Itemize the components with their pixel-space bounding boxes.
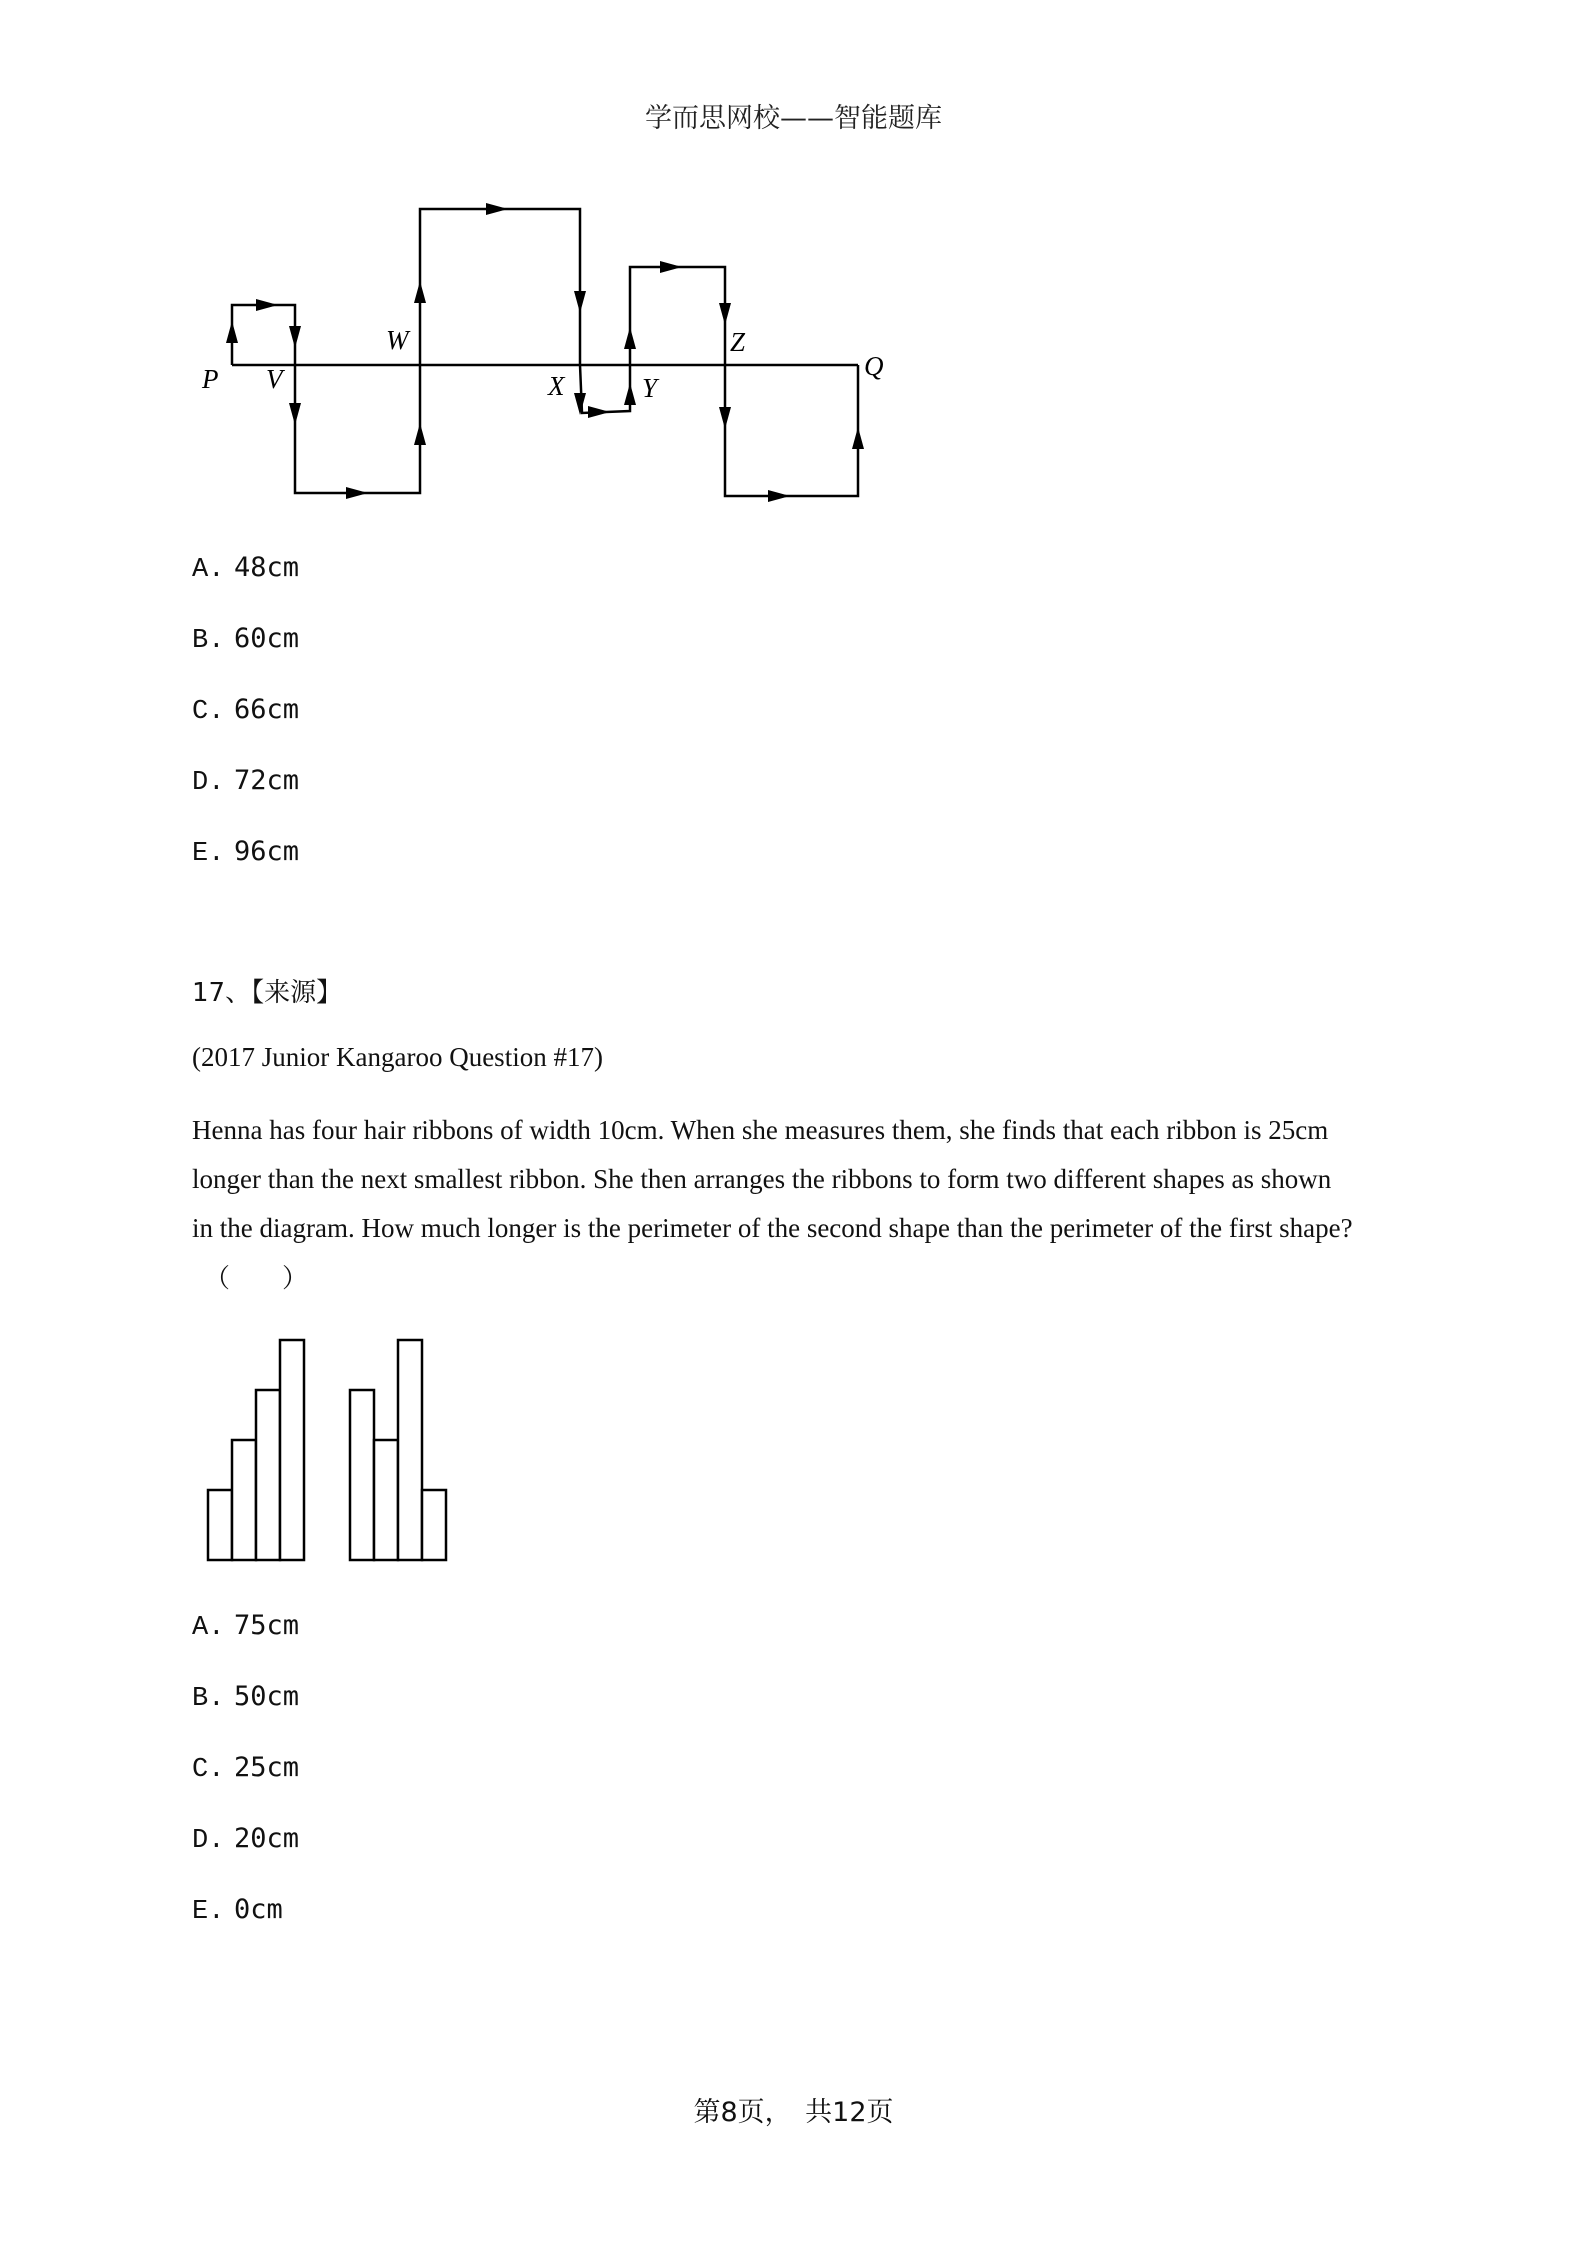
option-letter: B. <box>192 626 225 656</box>
label-p: P <box>202 364 219 394</box>
option-letter: B. <box>192 1684 225 1714</box>
ribbon-1c <box>256 1390 280 1560</box>
option-text: 50cm <box>234 1681 300 1712</box>
option-text: 66cm <box>234 694 300 725</box>
ribbon-2a <box>350 1390 374 1560</box>
q16-option-e[interactable] <box>192 836 299 869</box>
label-w: W <box>386 325 409 355</box>
q17-option-a[interactable] <box>192 1610 299 1643</box>
option-text: 96cm <box>234 836 300 867</box>
question-number: 17、【来源】 <box>192 978 343 1008</box>
path-diagram <box>190 185 910 519</box>
label-y: Y <box>642 373 658 403</box>
option-text: 75cm <box>234 1610 300 1641</box>
question-body <box>192 1106 1422 1253</box>
option-letter: E. <box>192 1897 225 1927</box>
question-line: longer than the next smallest ribbon. She then arranges the ribbons to form two different shapes as shown <box>192 1164 1332 1194</box>
ribbon-2c <box>398 1340 422 1560</box>
q17-option-e[interactable] <box>192 1894 283 1927</box>
q17-option-b[interactable] <box>192 1681 299 1714</box>
option-letter: C. <box>192 1755 225 1785</box>
option-text: 20cm <box>234 1823 300 1854</box>
question-line: Henna has four hair ribbons of width 10cm. When she measures them, she finds that each ribbon is 25cm <box>192 1115 1329 1145</box>
ribbon-2b <box>374 1440 398 1560</box>
option-letter: D. <box>192 1826 225 1856</box>
q17-option-c[interactable] <box>192 1752 299 1785</box>
option-letter: D. <box>192 768 225 798</box>
ribbon-1a <box>208 1490 232 1560</box>
label-z: Z <box>730 327 746 357</box>
option-text: 48cm <box>234 552 300 583</box>
page-header: 学而思网校——智能题库 <box>645 103 942 134</box>
option-text: 25cm <box>234 1752 300 1783</box>
ribbons-diagram <box>200 1328 480 1572</box>
question-line: in the diagram. How much longer is the perimeter of the second shape than the perimeter of the first shape? <box>192 1213 1353 1243</box>
page-footer: 第8页， 共12页 <box>693 2097 894 2128</box>
ribbon-1d <box>280 1340 304 1560</box>
ribbon-1b <box>232 1440 256 1560</box>
q16-option-c[interactable] <box>192 694 299 727</box>
q16-option-a[interactable] <box>192 552 299 585</box>
q17-option-d[interactable] <box>192 1823 299 1856</box>
option-letter: A. <box>192 555 225 585</box>
answer-blank: （ ） <box>204 1264 309 1294</box>
option-text: 0cm <box>234 1894 283 1925</box>
option-letter: C. <box>192 697 225 727</box>
option-letter: E. <box>192 839 225 869</box>
option-text: 60cm <box>234 623 300 654</box>
label-x: X <box>548 371 565 401</box>
label-q: Q <box>864 351 884 381</box>
q16-option-b[interactable] <box>192 623 299 656</box>
option-text: 72cm <box>234 765 300 796</box>
option-letter: A. <box>192 1613 225 1643</box>
label-v: V <box>266 364 283 394</box>
question-source: (2017 Junior Kangaroo Question #17) <box>192 1042 603 1072</box>
ribbon-2d <box>422 1490 446 1560</box>
q16-option-d[interactable] <box>192 765 299 798</box>
